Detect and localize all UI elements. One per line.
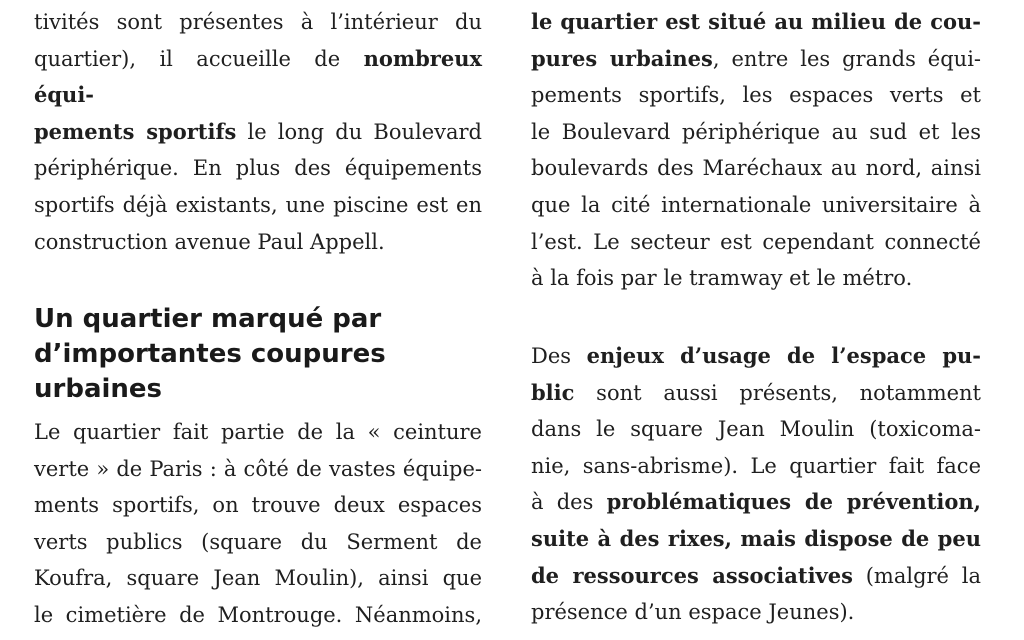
public-space-paragraph <box>531 338 981 631</box>
text-line: Le quartier fait partie de la « ceinture <box>34 420 482 444</box>
bold-phrase: suite à des rixes, mais dispose de peu <box>531 525 981 551</box>
text-line: sportifs déjà existants, une piscine est en <box>34 192 482 217</box>
bold-phrase: blic <box>531 379 575 405</box>
text-line: verts publics (square du Serment de <box>34 529 482 554</box>
text-line: boulevards des Maréchaux au nord, ainsi <box>531 156 981 181</box>
text-line: de ressources associatives (malgré la <box>531 562 981 588</box>
heading-line: d’importantes coupures <box>34 339 386 369</box>
text-line: périphérique. En plus des équipements <box>34 156 482 181</box>
text-line <box>531 4 981 41</box>
text-line: pements sportifs le long du Boulevard <box>34 118 483 144</box>
text-line: dans le square Jean Moulin (toxicoma- <box>531 417 981 442</box>
text-line: à la fois par le tramway et le métro. <box>531 266 913 291</box>
text-line: quartier), il accueille de nombreux équi- <box>34 45 482 108</box>
text-line: tivités sont présentes à l’intérieur du <box>34 10 482 34</box>
text-line: Des enjeux d’usage de l’espace pu- <box>531 343 981 368</box>
bold-phrase: enjeux d’usage de l’espace pu- <box>586 343 981 368</box>
heading-line: Un quartier marqué par <box>34 304 382 334</box>
bold-phrase: le quartier est situé au milieu de cou- <box>531 9 981 34</box>
text-line: le cimetière de Montrouge. Néanmoins, <box>34 602 482 627</box>
text-line: que la cité internationale universitaire à <box>531 192 981 217</box>
text-line <box>531 521 981 558</box>
body-paragraph <box>34 414 482 634</box>
text-line: pures urbaines, entre les grands équi- <box>531 45 981 71</box>
urban-cuts-paragraph <box>531 4 981 297</box>
section-heading <box>34 302 386 407</box>
text-line: pements sportifs, les espaces verts et <box>531 83 981 108</box>
heading-line: urbaines <box>34 374 163 404</box>
bold-phrase: problématiques de prévention, <box>606 489 981 515</box>
text-line: Koufra, square Jean Moulin), ainsi que <box>34 566 482 591</box>
text-line: construction avenue Paul Appell. <box>34 229 385 254</box>
text-line: à des problématiques de prévention, <box>531 489 981 515</box>
bold-phrase: de ressources associatives <box>531 562 853 588</box>
intro-paragraph <box>34 4 482 260</box>
text-line: blic sont aussi présents, notamment <box>531 379 981 405</box>
text-line: présence d’un espace Jeunes). <box>531 600 855 625</box>
bold-phrase: pures urbaines <box>531 45 713 71</box>
text-line: ments sportifs, on trouve deux espaces <box>34 493 482 518</box>
text-line: verte » de Paris : à côté de vastes équipe- <box>34 456 482 481</box>
text-line: nie, sans-abrisme). Le quartier fait face <box>531 453 981 478</box>
bold-phrase: nombreux équi- <box>34 45 482 108</box>
text-line: l’est. Le secteur est cependant connecté <box>531 229 981 254</box>
text-line: le Boulevard périphérique au sud et les <box>531 119 981 144</box>
bold-phrase: pements sportifs <box>34 118 237 144</box>
